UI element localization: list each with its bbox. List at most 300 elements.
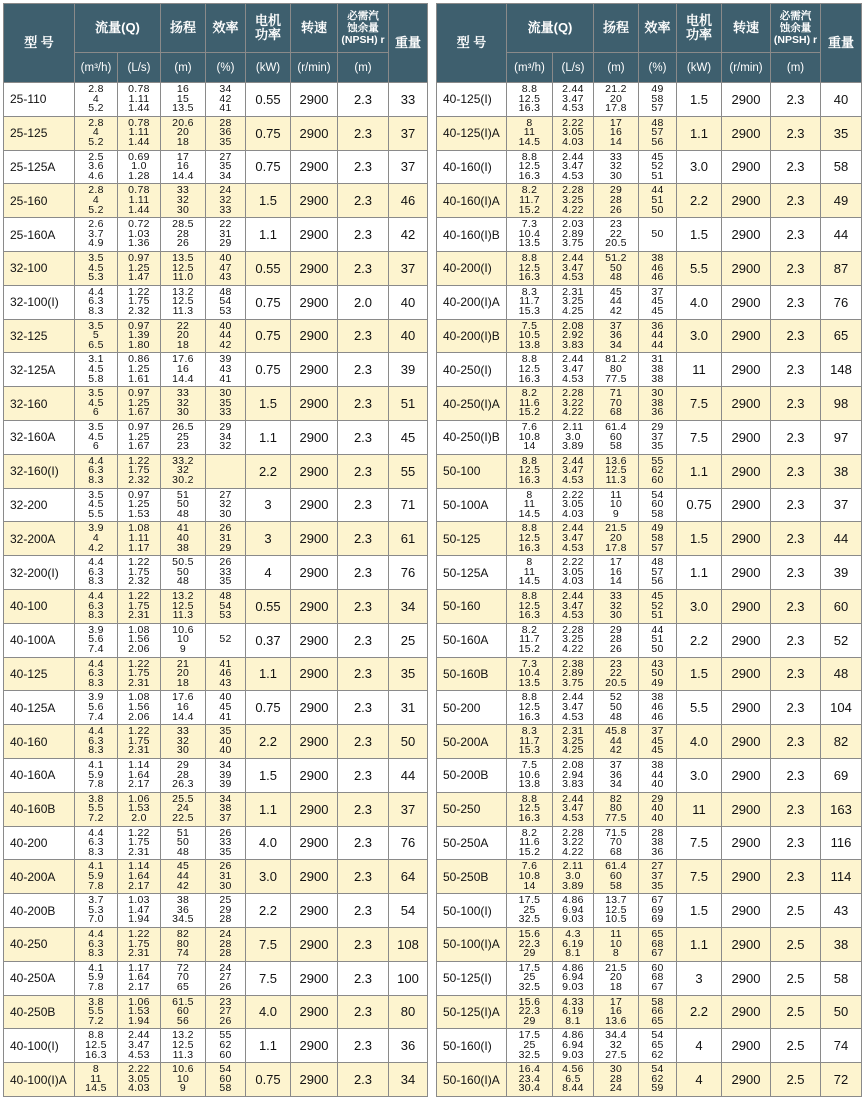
cell-value: 10.5 (605, 913, 627, 926)
table-row (4, 83, 428, 117)
cell-power: 4.0 (246, 826, 291, 860)
cell-value: 3.25 (562, 193, 584, 206)
cell-value: 17 (609, 116, 623, 129)
cell-value: 36 (651, 845, 664, 858)
cell-value: 4.3 (565, 927, 581, 940)
cell-value: 8.3 (88, 947, 104, 960)
cell-value: 4.33 (562, 995, 584, 1008)
cell-npsh: 2.3 (338, 792, 389, 826)
cell-value: 5.8 (88, 372, 104, 385)
cell-npsh: 2.5 (771, 1063, 821, 1097)
cell-value: 2.03 (562, 218, 584, 231)
cell-npsh: 2.3 (771, 420, 821, 454)
cell-value: 16.3 (518, 169, 541, 182)
cell-value: 12.5 (518, 92, 541, 105)
cell-value: 2.32 (128, 575, 150, 588)
cell-flow-ls (553, 1063, 594, 1097)
cell-power: 1.5 (677, 894, 722, 928)
cell-value: 2.11 (562, 860, 584, 873)
cell-flow-m3h (507, 1063, 553, 1097)
cell-power: 0.75 (246, 1063, 291, 1097)
cell-value: 2.11 (562, 420, 584, 433)
cell-value: 1.22 (128, 826, 150, 839)
cell-value: 15.6 (518, 927, 541, 940)
cell-head (161, 589, 206, 623)
cell-weight: 36 (389, 1029, 428, 1063)
cell-value: 39 (219, 778, 232, 791)
cell-speed: 2900 (722, 353, 771, 387)
cell-value: 24 (176, 802, 190, 815)
cell-value: 14.4 (172, 372, 194, 385)
cell-npsh: 2.3 (338, 623, 389, 657)
cell-value: 3.25 (562, 633, 584, 646)
cell-flow-m3h (75, 623, 118, 657)
cell-value: 34 (219, 169, 232, 182)
cell-value: 20 (176, 329, 190, 342)
cell-npsh: 2.0 (338, 285, 389, 319)
cell-weight: 34 (389, 1063, 428, 1097)
cell-value: 44 (651, 768, 664, 781)
cell-value: 1.94 (128, 1014, 150, 1027)
cell-model: 50-125(I)A (437, 995, 507, 1029)
cell-value: 1.22 (128, 589, 150, 602)
table-row (437, 184, 862, 218)
cell-value: 37 (609, 758, 623, 771)
cell-value: 3.47 (562, 362, 584, 375)
cell-value: 43 (219, 676, 232, 689)
cell-flow-m3h (507, 725, 553, 759)
cell-value: 49 (651, 83, 664, 95)
cell-value: 17.6 (172, 691, 194, 704)
cell-value: 13.6 (605, 1014, 627, 1027)
cell-power: 1.5 (677, 218, 722, 252)
cell-efficiency (206, 116, 246, 150)
cell-value: 22 (609, 667, 623, 680)
cell-model: 40-100 (4, 589, 75, 623)
cell-flow-m3h (75, 1029, 118, 1063)
cell-weight: 116 (821, 826, 862, 860)
cell-npsh: 2.5 (771, 1029, 821, 1063)
cell-value: 2.44 (562, 251, 584, 264)
cell-head (161, 894, 206, 928)
cell-efficiency (206, 285, 246, 319)
cell-value: 8.3 (88, 676, 104, 689)
cell-value: 40 (651, 802, 664, 815)
cell-head (594, 826, 639, 860)
cell-model: 50-125(I) (437, 961, 507, 995)
cell-flow-m3h (507, 792, 553, 826)
cell-value: 57 (651, 541, 664, 554)
cell-efficiency (206, 488, 246, 522)
cell-speed: 2900 (722, 961, 771, 995)
cell-value: 3.7 (88, 894, 104, 907)
cell-weight: 58 (821, 150, 862, 184)
cell-value: 61.5 (172, 995, 194, 1008)
cell-value: 41 (219, 372, 232, 385)
cell-value: 77.5 (605, 372, 627, 385)
cell-weight: 40 (821, 83, 862, 117)
cell-value: 77.5 (605, 811, 627, 824)
cell-value: 57 (651, 126, 664, 139)
cell-value: 36 (651, 319, 664, 332)
cell-value: 14 (523, 879, 536, 892)
cell-value: 8.8 (521, 454, 538, 467)
table-row (4, 860, 428, 894)
cell-efficiency (639, 894, 677, 928)
cell-value: 8 (526, 556, 533, 569)
cell-efficiency (639, 1029, 677, 1063)
cell-value: 0.72 (128, 218, 150, 231)
cell-value: 7.2 (88, 1014, 104, 1027)
cell-value: 2.6 (88, 218, 104, 231)
cell-value: 40 (651, 811, 664, 824)
cell-value: 38 (651, 372, 664, 385)
cell-efficiency (639, 725, 677, 759)
cell-power: 7.5 (677, 420, 722, 454)
cell-flow-m3h (75, 1063, 118, 1097)
cell-value: 13.2 (172, 1029, 194, 1042)
cell-value: 58 (219, 1082, 232, 1095)
cell-power: 3 (677, 961, 722, 995)
cell-flow-m3h (507, 860, 553, 894)
cell-model: 32-160A (4, 420, 75, 454)
table-row (4, 657, 428, 691)
cell-weight: 37 (389, 792, 428, 826)
cell-value: 27 (219, 1005, 232, 1018)
cell-head (161, 961, 206, 995)
cell-efficiency (639, 488, 677, 522)
cell-value: 10 (176, 633, 190, 646)
cell-value: 2.38 (562, 657, 584, 670)
cell-speed: 2900 (722, 792, 771, 826)
header-npsh: 必需汽 蚀余量 (NPSH) r (771, 4, 821, 53)
cell-power: 0.75 (246, 319, 291, 353)
cell-value: 1.64 (128, 869, 150, 882)
cell-value: 3.05 (562, 565, 584, 578)
cell-value: 13.5 (518, 237, 541, 250)
cell-speed: 2900 (722, 725, 771, 759)
cell-value: 0.78 (128, 116, 150, 129)
cell-value: 34 (609, 338, 623, 351)
cell-value: 1.25 (128, 362, 150, 375)
cell-value: 44 (651, 623, 664, 636)
cell-head (161, 556, 206, 590)
cell-power: 0.75 (246, 285, 291, 319)
cell-flow-m3h (75, 184, 118, 218)
cell-value: 42 (176, 879, 190, 892)
cell-model: 50-160B (437, 657, 507, 691)
cell-value: 30 (219, 879, 232, 892)
cell-head (594, 285, 639, 319)
cell-value: 16.3 (518, 811, 541, 824)
cell-value: 8.2 (521, 826, 538, 839)
cell-value: 33 (176, 387, 190, 400)
cell-value: 1.06 (128, 995, 150, 1008)
cell-value: 13.5 (518, 676, 541, 689)
cell-flow-ls (553, 319, 594, 353)
cell-value: 32.5 (518, 1048, 541, 1061)
cell-value: 0.97 (128, 251, 150, 264)
cell-value: 16 (609, 565, 623, 578)
cell-value: 11.3 (172, 609, 194, 622)
cell-value: 58 (651, 531, 664, 544)
cell-weight: 25 (389, 623, 428, 657)
cell-value: 25.5 (172, 792, 194, 805)
cell-value: 4.03 (128, 1082, 150, 1095)
cell-value: 12.5 (605, 464, 627, 477)
pump-spec-table-right (436, 3, 862, 1097)
cell-model: 50-100A (437, 488, 507, 522)
cell-value: 8.2 (521, 184, 538, 197)
cell-value: 35 (219, 845, 232, 858)
cell-value: 10.8 (518, 430, 541, 443)
cell-speed: 2900 (291, 691, 338, 725)
cell-model: 40-250(I) (437, 353, 507, 387)
cell-flow-ls (553, 725, 594, 759)
table-row (437, 556, 862, 590)
cell-value: 65 (651, 1038, 664, 1051)
cell-power: 0.55 (246, 83, 291, 117)
cell-head (161, 83, 206, 117)
cell-value: 17.5 (518, 961, 541, 974)
cell-model: 32-100 (4, 251, 75, 285)
cell-weight: 72 (821, 1063, 862, 1097)
cell-value: 46 (651, 700, 664, 713)
cell-value: 50 (609, 261, 623, 274)
cell-speed: 2900 (291, 927, 338, 961)
cell-value: 54 (219, 1063, 232, 1076)
cell-weight: 48 (821, 657, 862, 691)
cell-value: 6.3 (88, 836, 104, 849)
cell-value: 21.5 (605, 522, 627, 535)
cell-value: 4.86 (562, 961, 584, 974)
table-row (437, 860, 862, 894)
cell-value: 28 (219, 937, 232, 950)
cell-value: 26 (219, 980, 232, 993)
table-row (4, 961, 428, 995)
cell-value: 32 (219, 193, 232, 206)
cell-value: 2.44 (562, 589, 584, 602)
cell-head (161, 1063, 206, 1097)
cell-value: 25 (176, 430, 190, 443)
cell-value: 80 (609, 802, 623, 815)
cell-value: 8.8 (521, 792, 538, 805)
cell-flow-ls (553, 927, 594, 961)
cell-efficiency (639, 657, 677, 691)
cell-efficiency (639, 420, 677, 454)
cell-value: 80 (176, 937, 190, 950)
cell-value: 3.7 (88, 227, 104, 240)
cell-value: 37 (651, 285, 664, 298)
table-row (4, 623, 428, 657)
cell-value: 28 (609, 193, 623, 206)
cell-flow-m3h (507, 826, 553, 860)
cell-value: 58 (651, 995, 664, 1008)
cell-value: 15.6 (518, 995, 541, 1008)
cell-efficiency (206, 995, 246, 1029)
table-row (437, 725, 862, 759)
cell-value: 72 (176, 961, 190, 974)
cell-weight: 37 (821, 488, 862, 522)
cell-flow-ls (118, 387, 161, 421)
cell-npsh: 2.5 (771, 995, 821, 1029)
cell-model: 32-125 (4, 319, 75, 353)
cell-value: 33 (176, 184, 190, 197)
cell-speed: 2900 (722, 657, 771, 691)
cell-value: 32 (219, 498, 232, 511)
cell-flow-ls (118, 826, 161, 860)
table-row (437, 251, 862, 285)
table-row (4, 116, 428, 150)
cell-value: 34.5 (172, 913, 194, 926)
cell-value: 4.53 (562, 710, 584, 723)
cell-weight: 50 (389, 725, 428, 759)
cell-value: 20 (609, 531, 623, 544)
cell-npsh: 2.3 (338, 1063, 389, 1097)
cell-power: 4 (677, 1029, 722, 1063)
cell-value: 53 (219, 609, 232, 622)
cell-value: 82 (176, 927, 190, 940)
cell-value: 12.5 (85, 1038, 107, 1051)
cell-value: 4.86 (562, 894, 584, 907)
cell-flow-m3h (507, 961, 553, 995)
cell-model: 25-125A (4, 150, 75, 184)
cell-value: 4.1 (88, 961, 104, 974)
cell-value: 40 (219, 319, 232, 332)
cell-value: 46 (651, 261, 664, 274)
cell-model: 40-200A (4, 860, 75, 894)
cell-value: 30 (176, 406, 190, 419)
cell-value: 1.56 (128, 633, 150, 646)
cell-model: 32-200(I) (4, 556, 75, 590)
cell-value: 3.75 (562, 676, 584, 689)
cell-flow-m3h (507, 353, 553, 387)
header-weight: 重量 (821, 4, 862, 83)
cell-flow-ls (118, 218, 161, 252)
cell-value: 38 (651, 251, 664, 264)
cell-value: 25 (523, 971, 536, 984)
cell-value: 70 (176, 971, 190, 984)
cell-value: 1.75 (128, 667, 150, 680)
cell-efficiency (206, 83, 246, 117)
cell-head (594, 758, 639, 792)
header-unit-power: (kW) (246, 53, 291, 83)
cell-flow-m3h (507, 623, 553, 657)
cell-weight: 31 (389, 691, 428, 725)
cell-power: 2.2 (677, 995, 722, 1029)
cell-value: 12.5 (518, 802, 541, 815)
cell-value: 17.8 (605, 102, 627, 115)
cell-value: 21.2 (605, 83, 627, 95)
cell-value: 2.0 (131, 811, 147, 824)
cell-efficiency (206, 860, 246, 894)
cell-model: 40-160B (4, 792, 75, 826)
cell-model: 40-125(I)A (437, 116, 507, 150)
cell-efficiency (206, 894, 246, 928)
cell-power: 1.5 (677, 657, 722, 691)
cell-value: 48 (219, 589, 232, 602)
cell-value: 11.3 (605, 473, 627, 486)
cell-power: 1.1 (246, 792, 291, 826)
cell-value: 3.6 (88, 160, 104, 173)
cell-value: 53 (219, 304, 232, 317)
cell-value: 29 (176, 758, 190, 771)
cell-value: 45 (651, 304, 664, 317)
table-row (4, 792, 428, 826)
cell-weight: 39 (821, 556, 862, 590)
cell-speed: 2900 (722, 826, 771, 860)
cell-npsh: 2.3 (771, 725, 821, 759)
cell-npsh: 2.3 (338, 556, 389, 590)
cell-value: 30.4 (518, 1082, 541, 1095)
cell-model: 50-200 (437, 691, 507, 725)
cell-value: 27 (651, 860, 664, 873)
cell-value: 4.56 (562, 1063, 584, 1076)
table-row (437, 589, 862, 623)
cell-flow-ls (553, 556, 594, 590)
cell-value: 82 (609, 792, 623, 805)
cell-speed: 2900 (722, 218, 771, 252)
cell-npsh: 2.5 (771, 927, 821, 961)
cell-value: 14.5 (518, 575, 541, 588)
header-flow: 流量(Q) (75, 4, 161, 53)
cell-model: 32-160 (4, 387, 75, 421)
cell-value: 6.3 (88, 599, 104, 612)
cell-npsh: 2.3 (338, 184, 389, 218)
cell-value: 33 (219, 836, 232, 849)
cell-model: 32-100(I) (4, 285, 75, 319)
cell-weight: 98 (821, 387, 862, 421)
cell-value: 3.47 (562, 160, 584, 173)
cell-value: 44 (219, 329, 232, 342)
cell-value: 11.7 (519, 633, 540, 646)
table-row (437, 691, 862, 725)
cell-model: 40-200(I)A (437, 285, 507, 319)
cell-efficiency (206, 725, 246, 759)
cell-value: 45 (609, 285, 623, 298)
cell-efficiency (206, 1029, 246, 1063)
cell-value: 34 (219, 83, 232, 95)
cell-value: 5.2 (88, 135, 104, 148)
cell-head (594, 995, 639, 1029)
cell-value: 38 (651, 836, 664, 849)
cell-speed: 2900 (291, 353, 338, 387)
table-row (437, 218, 862, 252)
cell-head (594, 556, 639, 590)
cell-value: 9.03 (562, 980, 584, 993)
cell-value: 11.0 (172, 271, 194, 284)
cell-value: 2.31 (128, 744, 150, 757)
cell-value: 20.5 (605, 676, 627, 689)
cell-value: 1.22 (128, 285, 150, 298)
cell-value: 8.3 (88, 609, 104, 622)
cell-value: 65 (176, 980, 190, 993)
cell-value: 6.3 (88, 734, 104, 747)
cell-weight: 38 (821, 454, 862, 488)
cell-value: 60 (176, 1005, 190, 1018)
cell-value: 28 (219, 913, 232, 926)
cell-value: 2.17 (128, 980, 150, 993)
cell-npsh: 2.3 (338, 826, 389, 860)
cell-weight: 42 (389, 218, 428, 252)
cell-weight: 50 (821, 995, 862, 1029)
cell-value: 38 (651, 758, 664, 771)
cell-value: 22.3 (518, 1005, 541, 1018)
cell-efficiency (639, 150, 677, 184)
cell-value: 1.75 (128, 565, 150, 578)
cell-weight: 65 (821, 319, 862, 353)
header-unit-speed: (r/min) (291, 53, 338, 83)
